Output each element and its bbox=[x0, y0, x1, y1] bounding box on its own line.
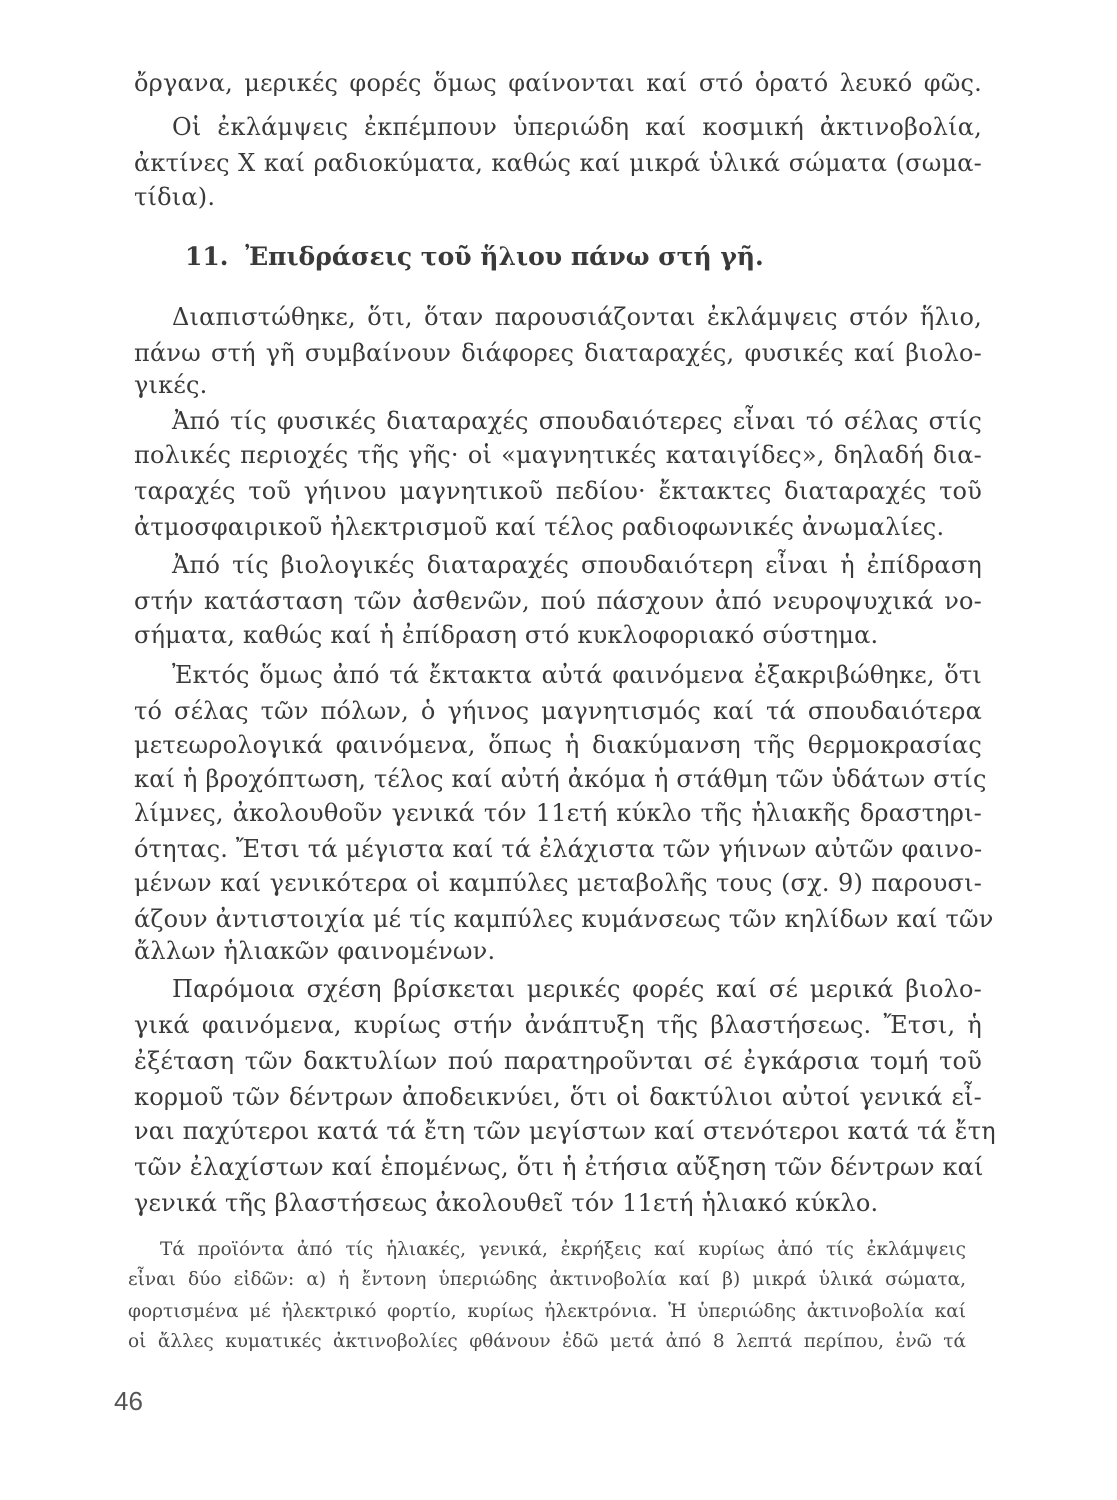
section-title: Ἐπιδράσεις τοῦ ἥλιου πάνω στή γῆ. bbox=[245, 242, 764, 271]
body-line: τῶν ἐλαχίστων καί ἑπομένως, ὅτι ἡ ἐτήσια αὔξηση τῶν δέντρων καί bbox=[134, 1153, 984, 1181]
body-line: γικά φαινόμενα, κυρίως στήν ἀνάπτυξη τῆς βλαστήσεως. Ἔτσι, ἡ bbox=[134, 1011, 982, 1039]
body-line: ἀτμοσφαιρικοῦ ἠλεκτρισμοῦ καί τέλος ραδιοφωνικές ἀνωμαλίες. bbox=[134, 513, 945, 541]
footnote-line: εἶναι δύο εἰδῶν: α) ἡ ἔντονη ὑπεριώδης ἀκτινοβολία καί β) μικρά ὑλικά σώματα, bbox=[128, 1269, 966, 1290]
body-line: τό σέλας τῶν πόλων, ὁ γήινος μαγνητισμός καί τά σπουδαιότερα bbox=[134, 697, 982, 725]
body-line: πολικές περιοχές τῆς γῆς· οἱ «μαγνητικές καταιγίδες», δηλαδή δια- bbox=[134, 441, 982, 469]
body-line: γενικά τῆς βλαστήσεως ἀκολουθεῖ τόν 11ετή ἡλιακό κύκλο. bbox=[134, 1189, 879, 1217]
body-line: ότητας. Ἔτσι τά μέγιστα καί τά ἐλάχιστα τῶν γήινων αὐτῶν φαινο- bbox=[134, 835, 983, 863]
section-number: 11. bbox=[185, 242, 229, 271]
body-line: μετεωρολογικά φαινόμενα, ὅπως ἡ διακύμανση τῆς θερμοκρασίας bbox=[134, 731, 982, 759]
footnote-line: φορτισμένα μέ ἠλεκτρικό φορτίο, κυρίως ἠλεκτρόνια. Ἡ ὑπεριώδης ἀκτινοβολία καί bbox=[128, 1301, 966, 1322]
body-line: μένων καί γενικότερα οἱ καμπύλες μεταβολῆς τους (σχ. 9) παρουσι- bbox=[134, 869, 982, 897]
body-line: ἐξέταση τῶν δακτυλίων πού παρατηροῦνται σέ ἐγκάρσια τομή τοῦ bbox=[134, 1047, 982, 1075]
footnote-line: οἱ ἄλλες κυματικές ἀκτινοβολίες φθάνουν ἐδῶ μετά ἀπό 8 λεπτά περίπου, ἐνῶ τά bbox=[128, 1331, 966, 1352]
page-number: 46 bbox=[114, 1386, 143, 1416]
section-heading bbox=[185, 242, 764, 271]
intro-line-4: τίδια). bbox=[134, 183, 216, 211]
body-line: σήματα, καθώς καί ἡ ἐπίδραση στό κυκλοφοριακό σύστημα. bbox=[134, 621, 879, 649]
body-line: Ἐκτός ὅμως ἀπό τά ἔκτακτα αὐτά φαινόμενα ἐξακριβώθηκε, ὅτι bbox=[172, 661, 982, 689]
body-line: ταραχές τοῦ γήινου μαγνητικοῦ πεδίου· ἔκτακτες διαταραχές τοῦ bbox=[134, 477, 982, 505]
body-line: άζουν ἀντιστοιχία μέ τίς καμπύλες κυμάνσεως τῶν κηλίδων καί τῶν bbox=[134, 905, 994, 933]
body-line: Παρόμοια σχέση βρίσκεται μερικές φορές καί σέ μερικά βιολο- bbox=[172, 975, 982, 1003]
body-line: Διαπιστώθηκε, ὅτι, ὅταν παρουσιάζονται ἐκλάμψεις στόν ἥλιο, bbox=[172, 303, 982, 331]
intro-line-1: ὄργανα, μερικές φορές ὅμως φαίνονται καί στό ὁρατό λευκό φῶς. bbox=[134, 69, 982, 97]
body-line: καί ἡ βροχόπτωση, τέλος καί αὐτή ἀκόμα ἡ στάθμη τῶν ὑδάτων στίς bbox=[134, 765, 987, 793]
body-line: λίμνες, ἀκολουθοῦν γενικά τόν 11ετή κύκλο τῆς ἡλιακῆς δραστηρι- bbox=[134, 799, 982, 827]
body-line: Ἀπό τίς φυσικές διαταραχές σπουδαιότερες εἶναι τό σέλας στίς bbox=[172, 407, 982, 435]
footnote-line: Τά προϊόντα ἀπό τίς ἡλιακές, γενικά, ἐκρήξεις καί κυρίως ἀπό τίς ἐκλάμψεις bbox=[160, 1239, 966, 1260]
intro-line-2: Οἱ ἐκλάμψεις ἐκπέμπουν ὑπεριώδη καί κοσμική ἀκτινοβολία, bbox=[172, 113, 982, 141]
intro-line-3: ἀκτίνες Χ καί ραδιοκύματα, καθώς καί μικρά ὑλικά σώματα (σωμα- bbox=[134, 149, 982, 177]
body-line: κορμοῦ τῶν δέντρων ἀποδεικνύει, ὅτι οἱ δακτύλιοι αὐτοί γενικά εἶ- bbox=[134, 1083, 982, 1111]
body-line: ἄλλων ἡλιακῶν φαινομένων. bbox=[134, 937, 496, 965]
body-line: ναι παχύτεροι κατά τά ἔτη τῶν μεγίστων καί στενότεροι κατά τά ἔτη bbox=[134, 1117, 996, 1145]
body-line: Ἀπό τίς βιολογικές διαταραχές σπουδαιότερη εἶναι ἡ ἐπίδραση bbox=[172, 551, 982, 579]
body-line: γικές. bbox=[134, 371, 208, 399]
body-line: πάνω στή γῆ συμβαίνουν διάφορες διαταραχές, φυσικές καί βιολο- bbox=[134, 339, 982, 367]
body-line: στήν κατάσταση τῶν ἀσθενῶν, πού πάσχουν ἀπό νευροψυχικά νο- bbox=[134, 587, 982, 615]
